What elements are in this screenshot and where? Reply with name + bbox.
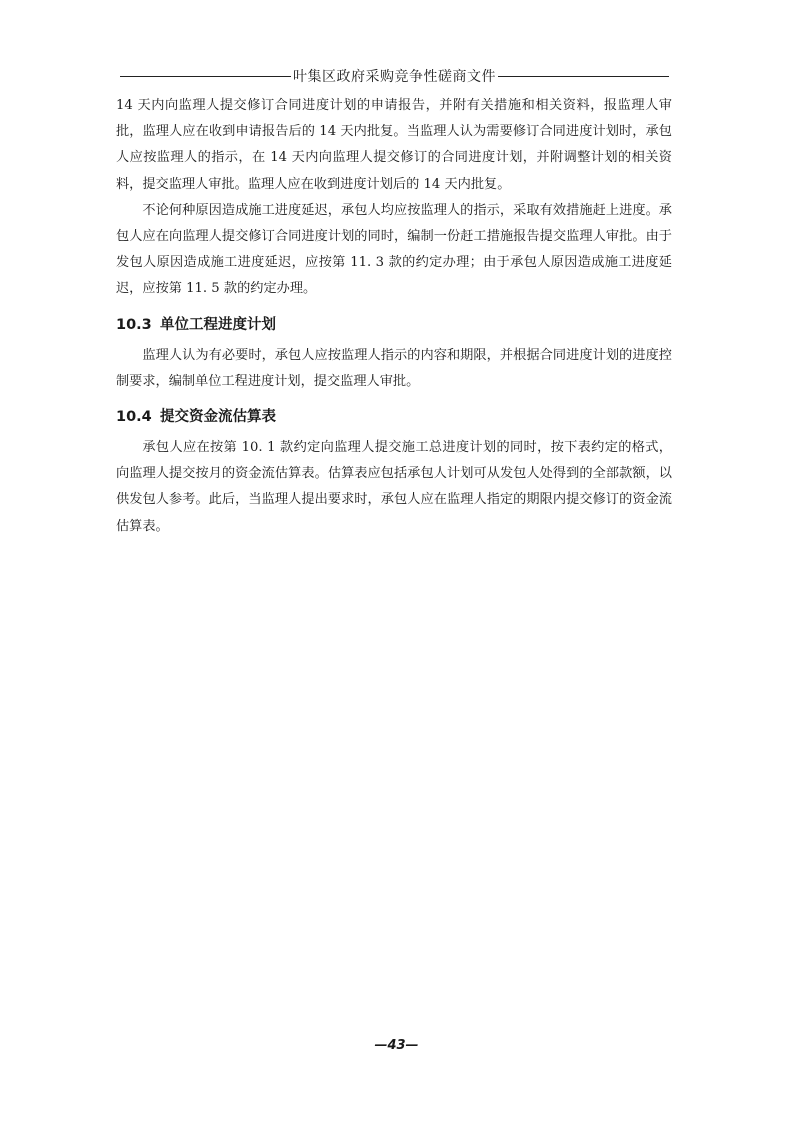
paragraph-schedule-delay: 不论何种原因造成施工进度延迟，承包人均应按监理人的指示，采取有效措施赶上进度。承包人应在向监理人提交修订合同进度计划的同时，编制一份赶工措施报告提交监理人审批。由于发包人原因造成施工进度延迟，应按第 11. 3 款的约定办理；由于承包人原因造成施工进度延迟，应按第 11. 5 款的约定办理。 (116, 202, 672, 297)
paragraph-cash-flow: 承包人应在按第 10. 1 款约定向监理人提交施工总进度计划的同时，按下表约定的格式，向监理人提交按月的资金流估算表。估算表应包括承包人计划可从发包人处得到的全部款额，以供发包人参考。此后，当监理人提出要求时，承包人应在监理人指定的期限内提交修订的资金流估算表。 (116, 440, 672, 534)
section-number: 10.4 (116, 409, 152, 426)
document-title: 叶集区政府采购竞争性磋商文件 (293, 69, 496, 85)
paragraph-unit-schedule: 监理人认为有必要时，承包人应按监理人指示的内容和期限，并根据合同进度计划的进度控制要求，编制单位工程进度计划，提交监理人审批。 (116, 347, 672, 389)
section-number: 10.3 (116, 316, 152, 333)
header-rule-left (120, 76, 291, 77)
page-header (120, 64, 669, 88)
header-rule-right (498, 76, 669, 77)
section-heading-10-4 (116, 403, 672, 431)
paragraph-continued: 14 天内向监理人提交修订合同进度计划的申请报告，并附有关措施和相关资料，报监理人审批，监理人应在收到申请报告后的 14 天内批复。当监理人认为需要修订合同进度计划时，承包人应按监理人的指示，在 14 天内向监理人提交修订的合同进度计划，并附调整计划的相关资料，提交监理人审批。监理人应在收到进度计划后的 14 天内批复。 (116, 98, 672, 192)
page-number: —43— (374, 1038, 419, 1053)
section-title: 提交资金流估算表 (160, 409, 276, 426)
section-heading-10-3 (116, 311, 672, 339)
page-body (116, 93, 672, 540)
section-title: 单位工程进度计划 (160, 316, 276, 333)
